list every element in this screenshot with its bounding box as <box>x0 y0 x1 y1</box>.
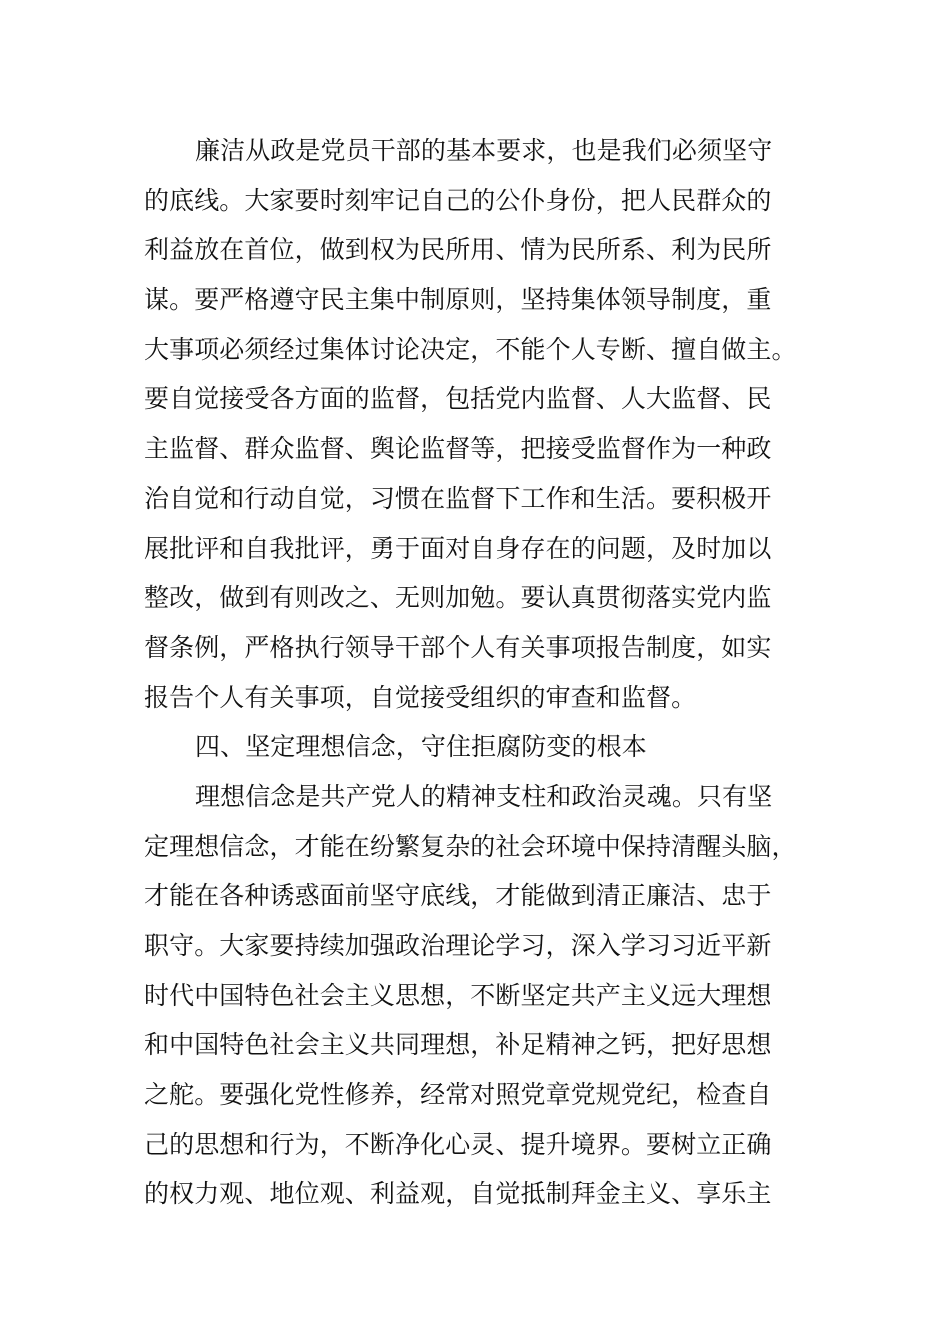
text-line: 治自觉和行动自觉，习惯在监督下工作和生活。要积极开 <box>144 483 772 513</box>
document-body <box>144 126 816 1219</box>
heading-text: 四、坚定理想信念，守住拒腐防变的根本 <box>195 732 647 762</box>
text-line: 大事项必须经过集体讨论决定，不能个人专断、擅自做主。 <box>144 334 797 364</box>
text-line: 要自觉接受各方面的监督，包括党内监督、人大监督、民 <box>144 384 772 414</box>
text-line: 的权力观、地位观、利益观，自觉抵制拜金主义、享乐主 <box>144 1179 772 1209</box>
paragraph-ideals <box>144 772 816 1219</box>
text-line: 之舵。要强化党性修养，经常对照党章党规党纪，检查自 <box>144 1080 772 1110</box>
text-line: 和中国特色社会主义共同理想，补足精神之钙，把好思想 <box>144 1030 772 1060</box>
section-heading-4 <box>144 722 816 772</box>
text-line: 才能在各种诱惑面前坚守底线，才能做到清正廉洁、忠于 <box>144 881 772 911</box>
text-line: 职守。大家要持续加强政治理论学习，深入学习习近平新 <box>144 931 772 960</box>
text-line: 定理想信念，才能在纷繁复杂的社会环境中保持清醒头脑， <box>144 831 797 861</box>
text-line: 督条例，严格执行领导干部个人有关事项报告制度，如实 <box>144 632 772 662</box>
text-line: 利益放在首位，做到权为民所用、情为民所系、利为民所 <box>144 235 772 265</box>
text-line: 报告个人有关事项，自觉接受组织的审查和监督。 <box>144 682 697 712</box>
text-line: 理想信念是共产党人的精神支柱和政治灵魂。只有坚 <box>195 781 773 811</box>
text-line: 时代中国特色社会主义思想，不断坚定共产主义远大理想 <box>144 980 772 1010</box>
text-line: 己的思想和行为，不断净化心灵、提升境界。要树立正确 <box>144 1129 772 1159</box>
text-line: 的底线。大家要时刻牢记自己的公仆身份，把人民群众的 <box>144 185 772 215</box>
text-line: 主监督、群众监督、舆论监督等，把接受监督作为一种政 <box>144 434 772 464</box>
paragraph-integrity <box>144 126 816 722</box>
text-line: 廉洁从政是党员干部的基本要求，也是我们必须坚守 <box>195 136 773 165</box>
text-line: 展批评和自我批评，勇于面对自身存在的问题，及时加以 <box>144 533 772 563</box>
text-line: 整改，做到有则改之、无则加勉。要认真贯彻落实党内监 <box>144 583 772 613</box>
text-line: 谋。要严格遵守民主集中制原则，坚持集体领导制度，重 <box>144 285 772 315</box>
